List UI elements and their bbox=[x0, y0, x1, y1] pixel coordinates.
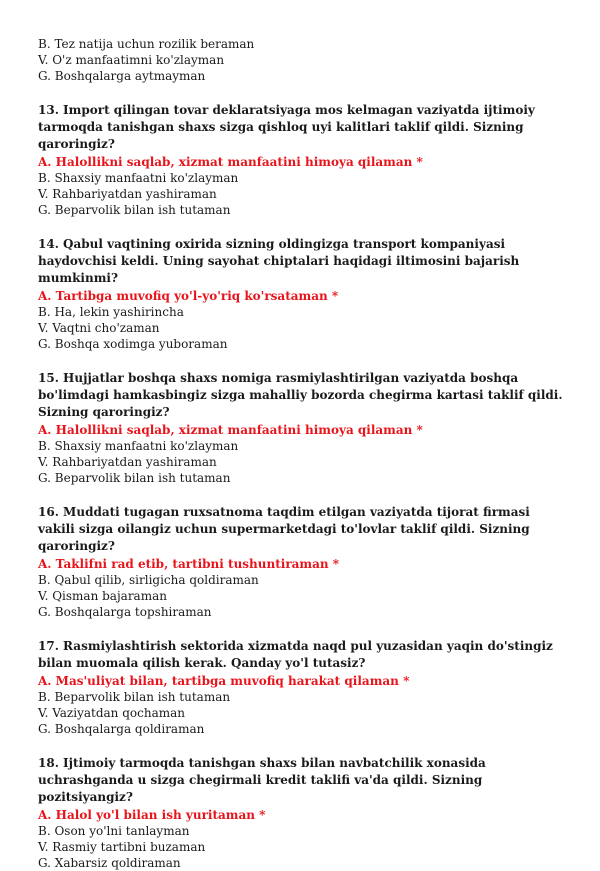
correct-answer: A. Halol yo'l bilan ish yuritaman * bbox=[38, 808, 266, 822]
option-g: G. Beparvolik bilan ish tutaman bbox=[38, 471, 231, 485]
option-g: G. Boshqalarga topshiraman bbox=[38, 605, 212, 619]
question-text: 15. Hujjatlar boshqa shaxs nomiga rasmiylashtirilgan vaziyatda boshqa bo'limdagi hamkasbingiz sizga mahalliy bozorda chegirma kartasi taklif qildi. Sizning qaroringiz? bbox=[38, 371, 563, 419]
question-15 bbox=[38, 370, 568, 486]
question-16 bbox=[38, 504, 568, 620]
correct-answer: A. Tartibga muvofiq yo'l-yo'riq ko'rsataman * bbox=[38, 289, 339, 303]
question-text: 16. Muddati tugagan ruxsatnoma taqdim etilgan vaziyatda tijorat firmasi vakili sizga oilangiz uchun supermarketdagi to'lovlar taklif qildi. Sizning qaroringiz? bbox=[38, 505, 530, 553]
option-g: G. Xabarsiz qoldiraman bbox=[38, 856, 181, 870]
correct-answer: A. Mas'uliyat bilan, tartibga muvofiq harakat qilaman * bbox=[38, 674, 410, 688]
option-b: B. Shaxsiy manfaatni ko'zlayman bbox=[38, 439, 239, 453]
option-g: G. Boshqalarga aytmayman bbox=[38, 69, 206, 83]
option-v: V. Rasmiy tartibni buzaman bbox=[38, 840, 206, 854]
option-g: G. Beparvolik bilan ish tutaman bbox=[38, 203, 231, 217]
option-b: B. Oson yo'lni tanlayman bbox=[38, 824, 190, 838]
option-b: B. Shaxsiy manfaatni ko'zlayman bbox=[38, 171, 239, 185]
option-v: V. Rahbariyatdan yashiraman bbox=[38, 187, 217, 201]
correct-answer: A. Halollikni saqlab, xizmat manfaatini himoya qilaman * bbox=[38, 155, 423, 169]
document-page bbox=[38, 36, 568, 871]
question-13 bbox=[38, 102, 568, 218]
option-v: V. O'z manfaatimni ko'zlayman bbox=[38, 53, 225, 67]
option-g: G. Boshqa xodimga yuboraman bbox=[38, 337, 228, 351]
question-text: 14. Qabul vaqtining oxirida sizning oldingizga transport kompaniyasi haydovchisi keldi. Uning sayohat chiptalari haqidagi iltimosini bajarish mumkinmi? bbox=[38, 237, 520, 285]
question-17 bbox=[38, 638, 568, 737]
correct-answer: A. Taklifni rad etib, tartibni tushuntiraman * bbox=[38, 557, 340, 571]
option-b: B. Qabul qilib, sirligicha qoldiraman bbox=[38, 573, 259, 587]
option-g: G. Boshqalarga qoldiraman bbox=[38, 722, 205, 736]
option-v: V. Qisman bajaraman bbox=[38, 589, 167, 603]
previous-question-options bbox=[38, 36, 568, 84]
option-v: V. Vaqtni cho'zaman bbox=[38, 321, 160, 335]
option-b: B. Beparvolik bilan ish tutaman bbox=[38, 690, 231, 704]
option-b: B. Tez natija uchun rozilik beraman bbox=[38, 37, 255, 51]
option-b: B. Ha, lekin yashirincha bbox=[38, 305, 184, 319]
question-text: 18. Ijtimoiy tarmoqda tanishgan shaxs bilan navbatchilik xonasida uchrashganda u sizga chegirmali kredit taklifi va'da qildi. Sizning pozitsiyangiz? bbox=[38, 756, 486, 804]
question-text: 17. Rasmiylashtirish sektorida xizmatda naqd pul yuzasidan yaqin do'stingiz bilan muomala qilish kerak. Qanday yo'l tutasiz? bbox=[38, 639, 553, 670]
question-14 bbox=[38, 236, 568, 352]
correct-answer: A. Halollikni saqlab, xizmat manfaatini himoya qilaman * bbox=[38, 423, 423, 437]
question-text: 13. Import qilingan tovar deklaratsiyaga mos kelmagan vaziyatda ijtimoiy tarmoqda tanishgan shaxs sizga qishloq uyi kalitlari taklif qildi. Sizning qaroringiz? bbox=[38, 103, 535, 151]
option-v: V. Rahbariyatdan yashiraman bbox=[38, 455, 217, 469]
question-18 bbox=[38, 755, 568, 871]
option-v: V. Vaziyatdan qochaman bbox=[38, 706, 185, 720]
